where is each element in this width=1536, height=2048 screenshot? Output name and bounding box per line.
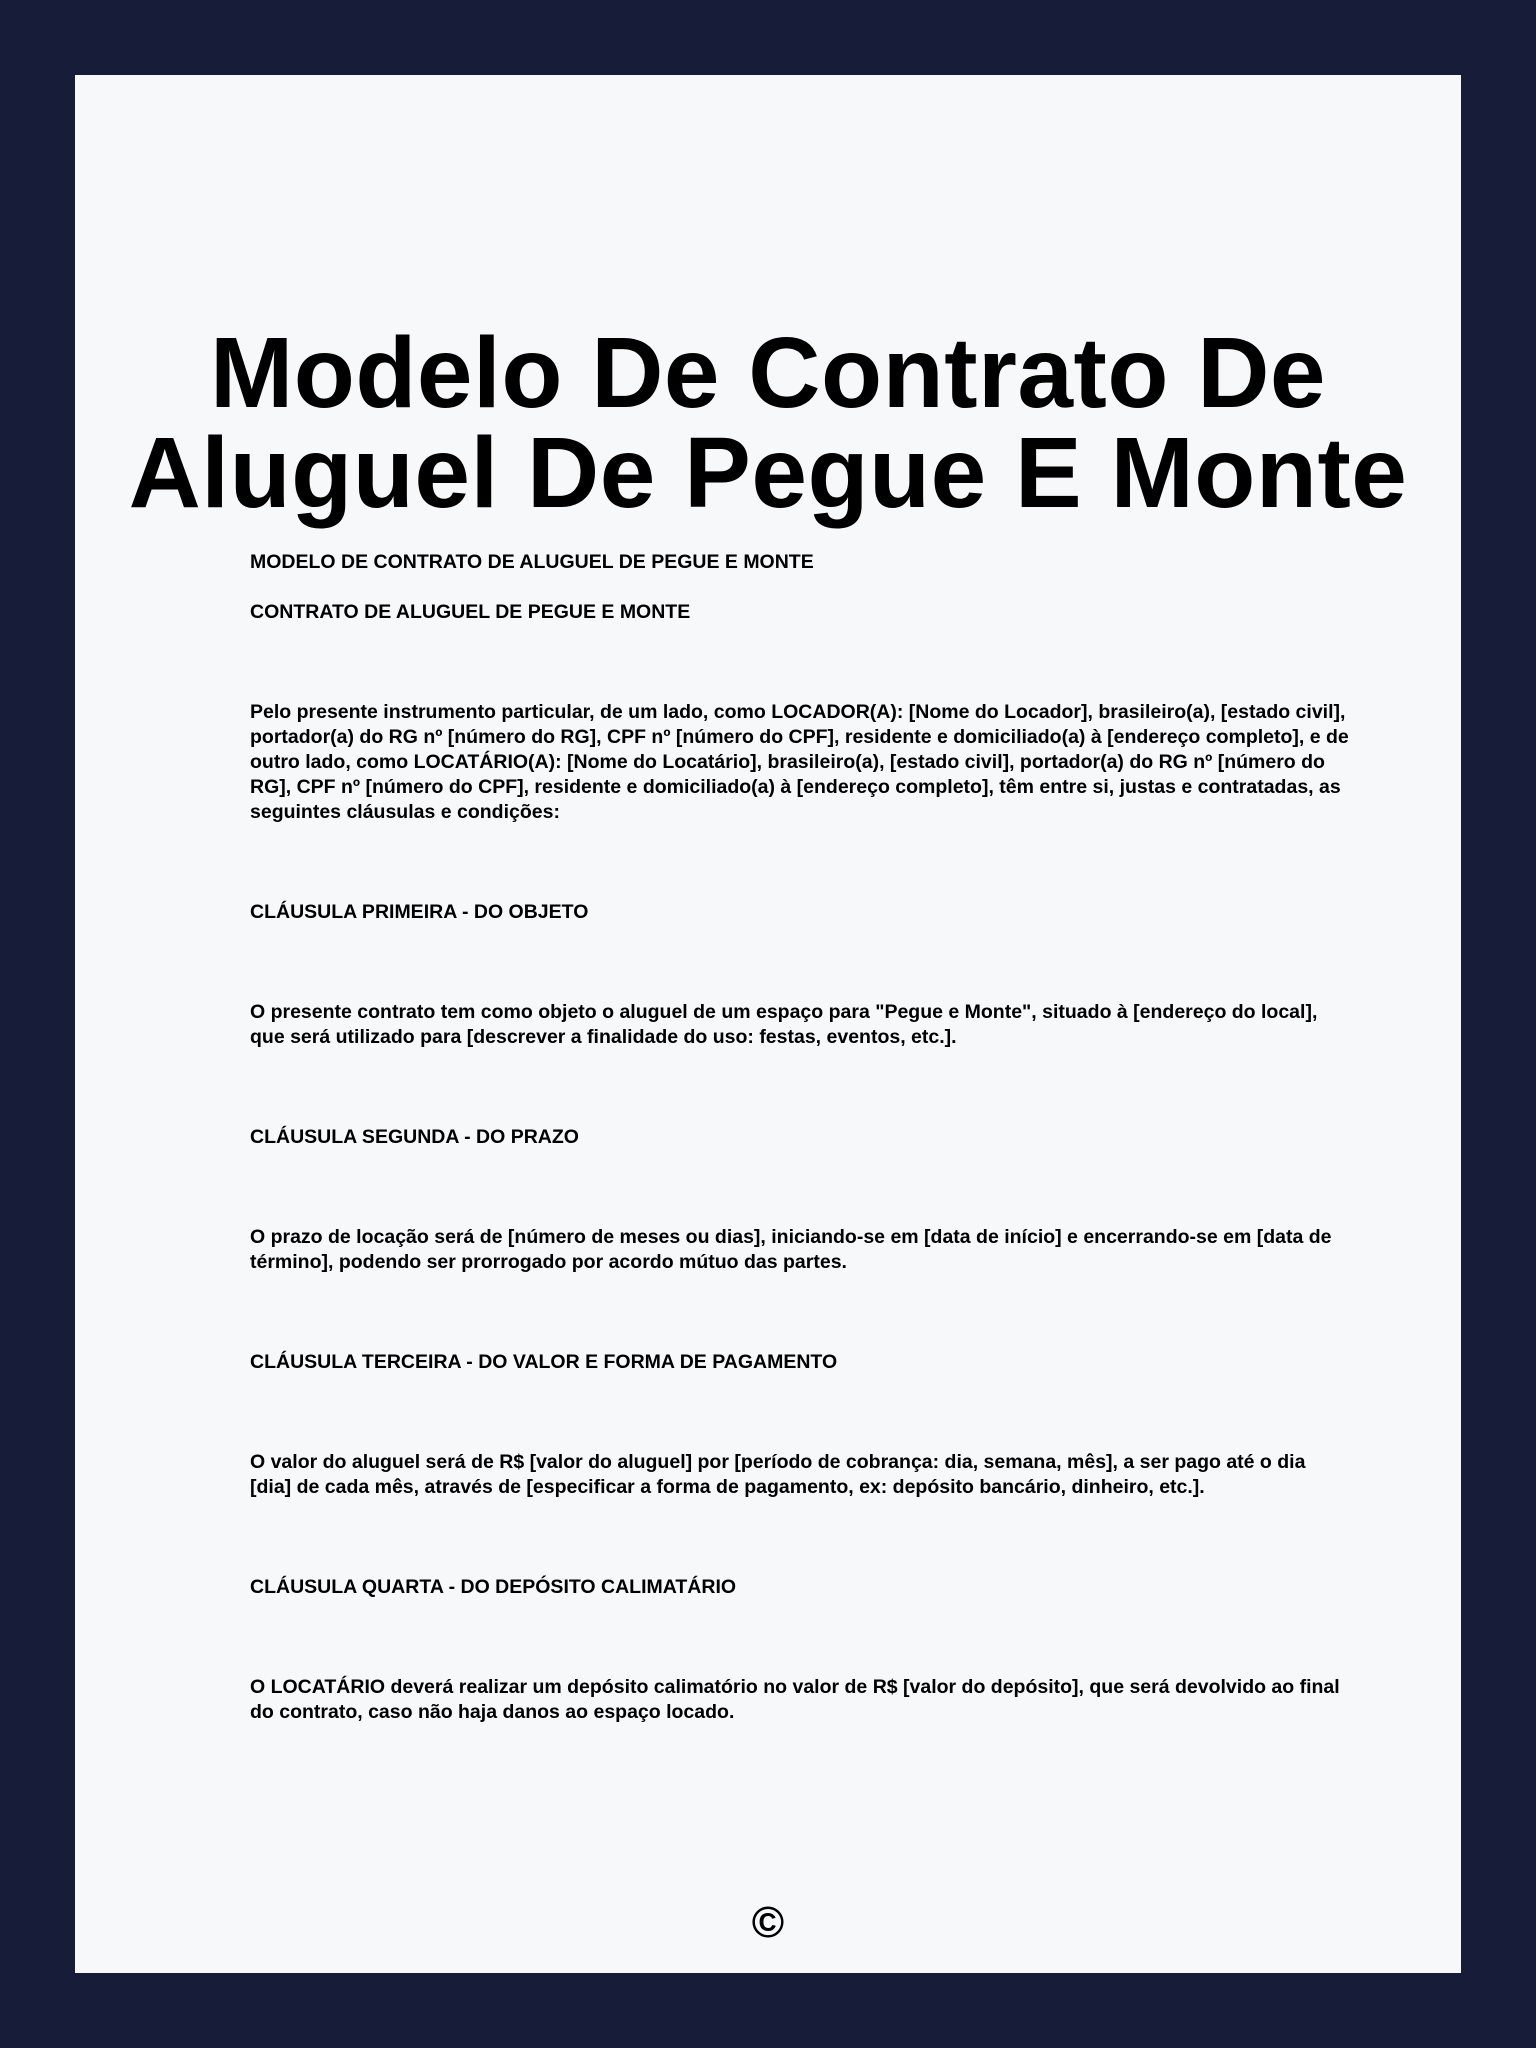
clause-1-heading: CLÁUSULA PRIMEIRA - DO OBJETO bbox=[250, 901, 589, 923]
document-heading-1: MODELO DE CONTRATO DE ALUGUEL DE PEGUE E MONTE bbox=[250, 551, 814, 573]
clause-4-text: O LOCATÁRIO deverá realizar um depósito calimatório no valor de R$ [valor do depósito], que será devolvido ao final do contrato, caso não haja danos ao espaço locado. bbox=[250, 1676, 1340, 1723]
clause-1-text: O presente contrato tem como objeto o aluguel de um espaço para "Pegue e Monte", situado à [endereço do local], que será utilizado para [descrever a finalidade do uso: festas, eventos, etc.]. bbox=[250, 1001, 1318, 1048]
document-title bbox=[75, 317, 1461, 529]
title-line-2: Aluguel De Pegue E Monte bbox=[128, 417, 1408, 529]
title-line-1: Modelo De Contrato De bbox=[209, 317, 1327, 429]
document-heading-2: CONTRATO DE ALUGUEL DE PEGUE E MONTE bbox=[250, 601, 691, 623]
clause-2-heading: CLÁUSULA SEGUNDA - DO PRAZO bbox=[250, 1126, 579, 1148]
document-body bbox=[250, 550, 1350, 1725]
clause-3-heading: CLÁUSULA TERCEIRA - DO VALOR E FORMA DE PAGAMENTO bbox=[250, 1351, 838, 1373]
document-page bbox=[75, 75, 1461, 1973]
copyright-icon: © bbox=[751, 1898, 785, 1947]
clause-2-text: O prazo de locação será de [número de meses ou dias], iniciando-se em [data de início] e encerrando-se em [data de término], podendo ser prorrogado por acordo mútuo das partes. bbox=[250, 1226, 1332, 1273]
clause-3-text: O valor do aluguel será de R$ [valor do aluguel] por [período de cobrança: dia, semana, mês], a ser pago até o dia [dia] de cada mês, através de [especificar a forma de pagamento, ex: depósito bancário, dinheiro, etc.]. bbox=[250, 1451, 1306, 1498]
clause-4-heading: CLÁUSULA QUARTA - DO DEPÓSITO CALIMATÁRIO bbox=[250, 1576, 737, 1598]
intro-paragraph: Pelo presente instrumento particular, de um lado, como LOCADOR(A): [Nome do Locador], brasileiro(a), [estado civil], portador(a) do RG nº [número do RG], CPF nº [número do CPF], residente e domiciliado(a) à [endereço completo], e de outro lado, como LOCATÁRIO(A): [Nome do Locatário], brasileiro(a), [estado civil], portador(a) do RG nº [número do RG], CPF nº [número do CPF], residente e domiciliado(a) à [endereço completo], têm entre si, justas e contratadas, as seguintes cláusulas e condições: bbox=[250, 701, 1349, 823]
